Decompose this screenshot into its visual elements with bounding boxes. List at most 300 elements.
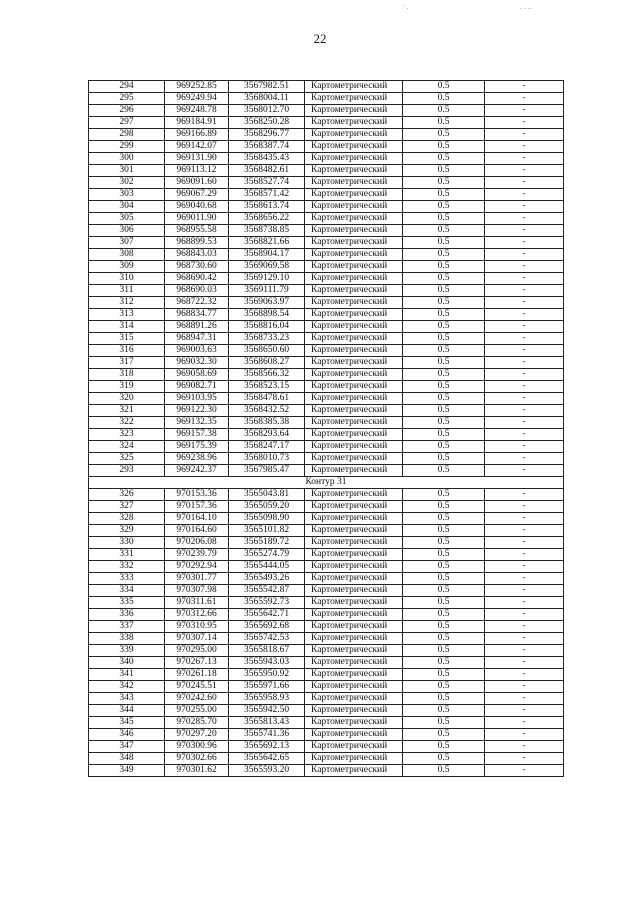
- note-cell: -: [485, 681, 564, 693]
- y-coordinate-cell: 3568296.77: [229, 129, 305, 141]
- y-coordinate-cell: 3567985.47: [229, 465, 305, 477]
- point-number-cell: 330: [89, 537, 165, 549]
- method-cell: Картометрический: [305, 273, 403, 285]
- x-coordinate-cell: 968690.03: [165, 285, 229, 297]
- accuracy-cell: 0.5: [403, 525, 485, 537]
- point-number-cell: 303: [89, 189, 165, 201]
- note-cell: -: [485, 201, 564, 213]
- x-coordinate-cell: 968690.42: [165, 273, 229, 285]
- method-cell: Картометрический: [305, 753, 403, 765]
- y-coordinate-cell: 3565813.43: [229, 717, 305, 729]
- x-coordinate-cell: 968899.53: [165, 237, 229, 249]
- note-cell: -: [485, 753, 564, 765]
- point-number-cell: 317: [89, 357, 165, 369]
- y-coordinate-cell: 3565942.50: [229, 705, 305, 717]
- table-row: [89, 93, 564, 105]
- point-number-cell: 318: [89, 369, 165, 381]
- method-cell: Картометрический: [305, 621, 403, 633]
- y-coordinate-cell: 3565059.20: [229, 501, 305, 513]
- table-row: [89, 549, 564, 561]
- x-coordinate-cell: 969157.38: [165, 429, 229, 441]
- point-number-cell: 347: [89, 741, 165, 753]
- accuracy-cell: 0.5: [403, 405, 485, 417]
- y-coordinate-cell: 3568816.04: [229, 321, 305, 333]
- method-cell: Картометрический: [305, 765, 403, 777]
- note-cell: -: [485, 141, 564, 153]
- method-cell: Картометрический: [305, 225, 403, 237]
- accuracy-cell: 0.5: [403, 309, 485, 321]
- point-number-cell: 305: [89, 213, 165, 225]
- x-coordinate-cell: 969175.39: [165, 441, 229, 453]
- method-cell: Картометрический: [305, 321, 403, 333]
- y-coordinate-cell: 3569111.79: [229, 285, 305, 297]
- note-cell: -: [485, 741, 564, 753]
- method-cell: Картометрический: [305, 153, 403, 165]
- table-row: [89, 705, 564, 717]
- point-number-cell: 294: [89, 81, 165, 93]
- note-cell: -: [485, 285, 564, 297]
- y-coordinate-cell: 3568432.52: [229, 405, 305, 417]
- note-cell: -: [485, 621, 564, 633]
- accuracy-cell: 0.5: [403, 117, 485, 129]
- y-coordinate-cell: 3568650.60: [229, 345, 305, 357]
- x-coordinate-cell: 970255.00: [165, 705, 229, 717]
- accuracy-cell: 0.5: [403, 417, 485, 429]
- note-cell: -: [485, 213, 564, 225]
- accuracy-cell: 0.5: [403, 609, 485, 621]
- x-coordinate-cell: 968834.77: [165, 309, 229, 321]
- note-cell: -: [485, 357, 564, 369]
- accuracy-cell: 0.5: [403, 465, 485, 477]
- note-cell: -: [485, 609, 564, 621]
- x-coordinate-cell: 969249.94: [165, 93, 229, 105]
- note-cell: -: [485, 561, 564, 573]
- x-coordinate-cell: 970242.60: [165, 693, 229, 705]
- method-cell: Картометрический: [305, 741, 403, 753]
- point-number-cell: 334: [89, 585, 165, 597]
- accuracy-cell: 0.5: [403, 693, 485, 705]
- table-row: [89, 249, 564, 261]
- table-row: [89, 513, 564, 525]
- note-cell: -: [485, 513, 564, 525]
- method-cell: Картометрический: [305, 333, 403, 345]
- accuracy-cell: 0.5: [403, 549, 485, 561]
- table-row: [89, 645, 564, 657]
- note-cell: -: [485, 453, 564, 465]
- point-number-cell: 299: [89, 141, 165, 153]
- x-coordinate-cell: 970267.13: [165, 657, 229, 669]
- y-coordinate-cell: 3568898.54: [229, 309, 305, 321]
- table-row: [89, 285, 564, 297]
- y-coordinate-cell: 3565642.65: [229, 753, 305, 765]
- table-row: [89, 177, 564, 189]
- x-coordinate-cell: 969040.68: [165, 201, 229, 213]
- y-coordinate-cell: 3565493.26: [229, 573, 305, 585]
- table-row: [89, 345, 564, 357]
- x-coordinate-cell: 970295.00: [165, 645, 229, 657]
- point-number-cell: 341: [89, 669, 165, 681]
- y-coordinate-cell: 3569063.97: [229, 297, 305, 309]
- method-cell: Картометрический: [305, 405, 403, 417]
- point-number-cell: 308: [89, 249, 165, 261]
- method-cell: Картометрический: [305, 105, 403, 117]
- note-cell: -: [485, 153, 564, 165]
- table-row: [89, 141, 564, 153]
- x-coordinate-cell: 969003.63: [165, 345, 229, 357]
- note-cell: -: [485, 717, 564, 729]
- y-coordinate-cell: 3568482.61: [229, 165, 305, 177]
- note-cell: -: [485, 645, 564, 657]
- table-row: [89, 669, 564, 681]
- method-cell: Картометрический: [305, 573, 403, 585]
- point-number-cell: 300: [89, 153, 165, 165]
- x-coordinate-cell: 970285.70: [165, 717, 229, 729]
- accuracy-cell: 0.5: [403, 633, 485, 645]
- note-cell: -: [485, 729, 564, 741]
- note-cell: -: [485, 189, 564, 201]
- x-coordinate-cell: 969252.85: [165, 81, 229, 93]
- point-number-cell: 345: [89, 717, 165, 729]
- method-cell: Картометрический: [305, 669, 403, 681]
- method-cell: Картометрический: [305, 213, 403, 225]
- table-row: [89, 573, 564, 585]
- page-number: 22: [313, 31, 327, 46]
- y-coordinate-cell: 3568385.38: [229, 417, 305, 429]
- y-coordinate-cell: 3567982.51: [229, 81, 305, 93]
- table-row: [89, 441, 564, 453]
- point-number-cell: 348: [89, 753, 165, 765]
- point-number-cell: 335: [89, 597, 165, 609]
- table-row: [89, 561, 564, 573]
- accuracy-cell: 0.5: [403, 381, 485, 393]
- accuracy-cell: 0.5: [403, 261, 485, 273]
- x-coordinate-cell: 970301.77: [165, 573, 229, 585]
- method-cell: Картометрический: [305, 165, 403, 177]
- note-cell: -: [485, 465, 564, 477]
- note-cell: -: [485, 657, 564, 669]
- accuracy-cell: 0.5: [403, 717, 485, 729]
- x-coordinate-cell: 970311.61: [165, 597, 229, 609]
- point-number-cell: 301: [89, 165, 165, 177]
- method-cell: Картометрический: [305, 117, 403, 129]
- y-coordinate-cell: 3568523.15: [229, 381, 305, 393]
- y-coordinate-cell: 3565692.68: [229, 621, 305, 633]
- point-number-cell: 340: [89, 657, 165, 669]
- table-row: [89, 393, 564, 405]
- y-coordinate-cell: 3565593.20: [229, 765, 305, 777]
- table-row: [89, 297, 564, 309]
- accuracy-cell: 0.5: [403, 177, 485, 189]
- accuracy-cell: 0.5: [403, 681, 485, 693]
- table-row: [89, 633, 564, 645]
- table-row: [89, 609, 564, 621]
- x-coordinate-cell: 970157.36: [165, 501, 229, 513]
- note-cell: -: [485, 297, 564, 309]
- note-cell: -: [485, 501, 564, 513]
- point-number-cell: 314: [89, 321, 165, 333]
- table-row: [89, 309, 564, 321]
- accuracy-cell: 0.5: [403, 357, 485, 369]
- table-row: [89, 381, 564, 393]
- point-number-cell: 309: [89, 261, 165, 273]
- table-row: [89, 681, 564, 693]
- point-number-cell: 328: [89, 513, 165, 525]
- table-row: [89, 429, 564, 441]
- x-coordinate-cell: 970164.60: [165, 525, 229, 537]
- note-cell: -: [485, 237, 564, 249]
- x-coordinate-cell: 970302.66: [165, 753, 229, 765]
- x-coordinate-cell: 968722.32: [165, 297, 229, 309]
- y-coordinate-cell: 3565741.36: [229, 729, 305, 741]
- note-cell: -: [485, 165, 564, 177]
- point-number-cell: 306: [89, 225, 165, 237]
- accuracy-cell: 0.5: [403, 453, 485, 465]
- accuracy-cell: 0.5: [403, 729, 485, 741]
- y-coordinate-cell: 3565101.82: [229, 525, 305, 537]
- accuracy-cell: 0.5: [403, 393, 485, 405]
- method-cell: Картометрический: [305, 537, 403, 549]
- note-cell: -: [485, 537, 564, 549]
- note-cell: -: [485, 417, 564, 429]
- note-cell: -: [485, 441, 564, 453]
- point-number-cell: 333: [89, 573, 165, 585]
- point-number-cell: 313: [89, 309, 165, 321]
- y-coordinate-cell: 3569129.10: [229, 273, 305, 285]
- accuracy-cell: 0.5: [403, 645, 485, 657]
- point-number-cell: 337: [89, 621, 165, 633]
- point-number-cell: 344: [89, 705, 165, 717]
- x-coordinate-cell: 970206.08: [165, 537, 229, 549]
- table-row: [89, 621, 564, 633]
- point-number-cell: 307: [89, 237, 165, 249]
- accuracy-cell: 0.5: [403, 573, 485, 585]
- note-cell: -: [485, 633, 564, 645]
- method-cell: Картометрический: [305, 309, 403, 321]
- table-row: [89, 213, 564, 225]
- x-coordinate-cell: 969113.12: [165, 165, 229, 177]
- accuracy-cell: 0.5: [403, 765, 485, 777]
- table-row: [89, 405, 564, 417]
- coordinates-table-body: [89, 81, 564, 777]
- x-coordinate-cell: 970239.79: [165, 549, 229, 561]
- method-cell: Картометрический: [305, 561, 403, 573]
- table-row: [89, 189, 564, 201]
- table-row: [89, 369, 564, 381]
- point-number-cell: 319: [89, 381, 165, 393]
- y-coordinate-cell: 3568250.28: [229, 117, 305, 129]
- method-cell: Картометрический: [305, 381, 403, 393]
- accuracy-cell: 0.5: [403, 333, 485, 345]
- table-row: [89, 729, 564, 741]
- point-number-cell: 342: [89, 681, 165, 693]
- accuracy-cell: 0.5: [403, 81, 485, 93]
- y-coordinate-cell: 3565043.81: [229, 489, 305, 501]
- point-number-cell: 311: [89, 285, 165, 297]
- y-coordinate-cell: 3565950.92: [229, 669, 305, 681]
- x-coordinate-cell: 969184.91: [165, 117, 229, 129]
- method-cell: Картометрический: [305, 81, 403, 93]
- scan-artifact: . . ..: [520, 2, 532, 11]
- y-coordinate-cell: 3565642.71: [229, 609, 305, 621]
- method-cell: Картометрический: [305, 681, 403, 693]
- note-cell: -: [485, 105, 564, 117]
- accuracy-cell: 0.5: [403, 105, 485, 117]
- y-coordinate-cell: 3565444.05: [229, 561, 305, 573]
- table-row: [89, 117, 564, 129]
- y-coordinate-cell: 3565542.87: [229, 585, 305, 597]
- method-cell: Картометрический: [305, 525, 403, 537]
- method-cell: Картометрический: [305, 597, 403, 609]
- coordinates-table: [88, 80, 564, 777]
- point-number-cell: 312: [89, 297, 165, 309]
- note-cell: -: [485, 573, 564, 585]
- accuracy-cell: 0.5: [403, 153, 485, 165]
- y-coordinate-cell: 3565692.13: [229, 741, 305, 753]
- y-coordinate-cell: 3565971.66: [229, 681, 305, 693]
- method-cell: Картометрический: [305, 693, 403, 705]
- method-cell: Картометрический: [305, 285, 403, 297]
- point-number-cell: 316: [89, 345, 165, 357]
- note-cell: -: [485, 369, 564, 381]
- table-row: [89, 597, 564, 609]
- accuracy-cell: 0.5: [403, 753, 485, 765]
- point-number-cell: 324: [89, 441, 165, 453]
- table-row: [89, 657, 564, 669]
- accuracy-cell: 0.5: [403, 513, 485, 525]
- note-cell: -: [485, 585, 564, 597]
- note-cell: -: [485, 177, 564, 189]
- accuracy-cell: 0.5: [403, 285, 485, 297]
- accuracy-cell: 0.5: [403, 225, 485, 237]
- point-number-cell: 315: [89, 333, 165, 345]
- scan-artifact: · .: [402, 2, 409, 11]
- y-coordinate-cell: 3568608.27: [229, 357, 305, 369]
- accuracy-cell: 0.5: [403, 741, 485, 753]
- table-row: [89, 333, 564, 345]
- x-coordinate-cell: 968843.03: [165, 249, 229, 261]
- note-cell: -: [485, 81, 564, 93]
- y-coordinate-cell: 3568247.17: [229, 441, 305, 453]
- accuracy-cell: 0.5: [403, 345, 485, 357]
- accuracy-cell: 0.5: [403, 597, 485, 609]
- x-coordinate-cell: 970292.94: [165, 561, 229, 573]
- method-cell: Картометрический: [305, 189, 403, 201]
- note-cell: -: [485, 333, 564, 345]
- method-cell: Картометрический: [305, 129, 403, 141]
- table-row: [89, 753, 564, 765]
- y-coordinate-cell: 3568010.73: [229, 453, 305, 465]
- y-coordinate-cell: 3565742.53: [229, 633, 305, 645]
- x-coordinate-cell: 969142.07: [165, 141, 229, 153]
- point-number-cell: 321: [89, 405, 165, 417]
- table-row: [89, 129, 564, 141]
- x-coordinate-cell: 969011.90: [165, 213, 229, 225]
- x-coordinate-cell: 969103.95: [165, 393, 229, 405]
- x-coordinate-cell: 970307.14: [165, 633, 229, 645]
- accuracy-cell: 0.5: [403, 213, 485, 225]
- y-coordinate-cell: 3565818.67: [229, 645, 305, 657]
- x-coordinate-cell: 968730.60: [165, 261, 229, 273]
- accuracy-cell: 0.5: [403, 585, 485, 597]
- note-cell: -: [485, 765, 564, 777]
- point-number-cell: 298: [89, 129, 165, 141]
- note-cell: -: [485, 693, 564, 705]
- x-coordinate-cell: 968947.31: [165, 333, 229, 345]
- accuracy-cell: 0.5: [403, 489, 485, 501]
- y-coordinate-cell: 3568904.17: [229, 249, 305, 261]
- method-cell: Картометрический: [305, 633, 403, 645]
- point-number-cell: 295: [89, 93, 165, 105]
- x-coordinate-cell: 970153.36: [165, 489, 229, 501]
- point-number-cell: 338: [89, 633, 165, 645]
- point-number-cell: 327: [89, 501, 165, 513]
- method-cell: Картометрический: [305, 141, 403, 153]
- point-number-cell: 331: [89, 549, 165, 561]
- method-cell: Картометрический: [305, 201, 403, 213]
- accuracy-cell: 0.5: [403, 537, 485, 549]
- note-cell: -: [485, 489, 564, 501]
- point-number-cell: 320: [89, 393, 165, 405]
- method-cell: Картометрический: [305, 93, 403, 105]
- method-cell: Картометрический: [305, 369, 403, 381]
- y-coordinate-cell: 3568478.61: [229, 393, 305, 405]
- accuracy-cell: 0.5: [403, 501, 485, 513]
- accuracy-cell: 0.5: [403, 705, 485, 717]
- point-number-cell: 336: [89, 609, 165, 621]
- method-cell: Картометрический: [305, 417, 403, 429]
- method-cell: Картометрический: [305, 585, 403, 597]
- accuracy-cell: 0.5: [403, 621, 485, 633]
- point-number-cell: 310: [89, 273, 165, 285]
- point-number-cell: 293: [89, 465, 165, 477]
- accuracy-cell: 0.5: [403, 165, 485, 177]
- table-row: [89, 501, 564, 513]
- y-coordinate-cell: 3568738.85: [229, 225, 305, 237]
- y-coordinate-cell: 3568527.74: [229, 177, 305, 189]
- note-cell: -: [485, 249, 564, 261]
- method-cell: Картометрический: [305, 729, 403, 741]
- section-title: Контур 31: [89, 477, 564, 489]
- table-row: [89, 165, 564, 177]
- x-coordinate-cell: 969122.30: [165, 405, 229, 417]
- table-row: [89, 237, 564, 249]
- y-coordinate-cell: 3568613.74: [229, 201, 305, 213]
- table-row: [89, 465, 564, 477]
- x-coordinate-cell: 970301.62: [165, 765, 229, 777]
- accuracy-cell: 0.5: [403, 201, 485, 213]
- table-row: [89, 153, 564, 165]
- method-cell: Картометрический: [305, 609, 403, 621]
- x-coordinate-cell: 969032.30: [165, 357, 229, 369]
- x-coordinate-cell: 969131.90: [165, 153, 229, 165]
- y-coordinate-cell: 3565274.79: [229, 549, 305, 561]
- y-coordinate-cell: 3568004.11: [229, 93, 305, 105]
- y-coordinate-cell: 3565592.73: [229, 597, 305, 609]
- accuracy-cell: 0.5: [403, 669, 485, 681]
- note-cell: -: [485, 393, 564, 405]
- y-coordinate-cell: 3568435.43: [229, 153, 305, 165]
- x-coordinate-cell: 969166.89: [165, 129, 229, 141]
- method-cell: Картометрический: [305, 345, 403, 357]
- table-row: [89, 525, 564, 537]
- accuracy-cell: 0.5: [403, 237, 485, 249]
- table-row: [89, 765, 564, 777]
- x-coordinate-cell: 969248.78: [165, 105, 229, 117]
- x-coordinate-cell: 970300.96: [165, 741, 229, 753]
- method-cell: Картометрический: [305, 453, 403, 465]
- y-coordinate-cell: 3565189.72: [229, 537, 305, 549]
- table-row: [89, 741, 564, 753]
